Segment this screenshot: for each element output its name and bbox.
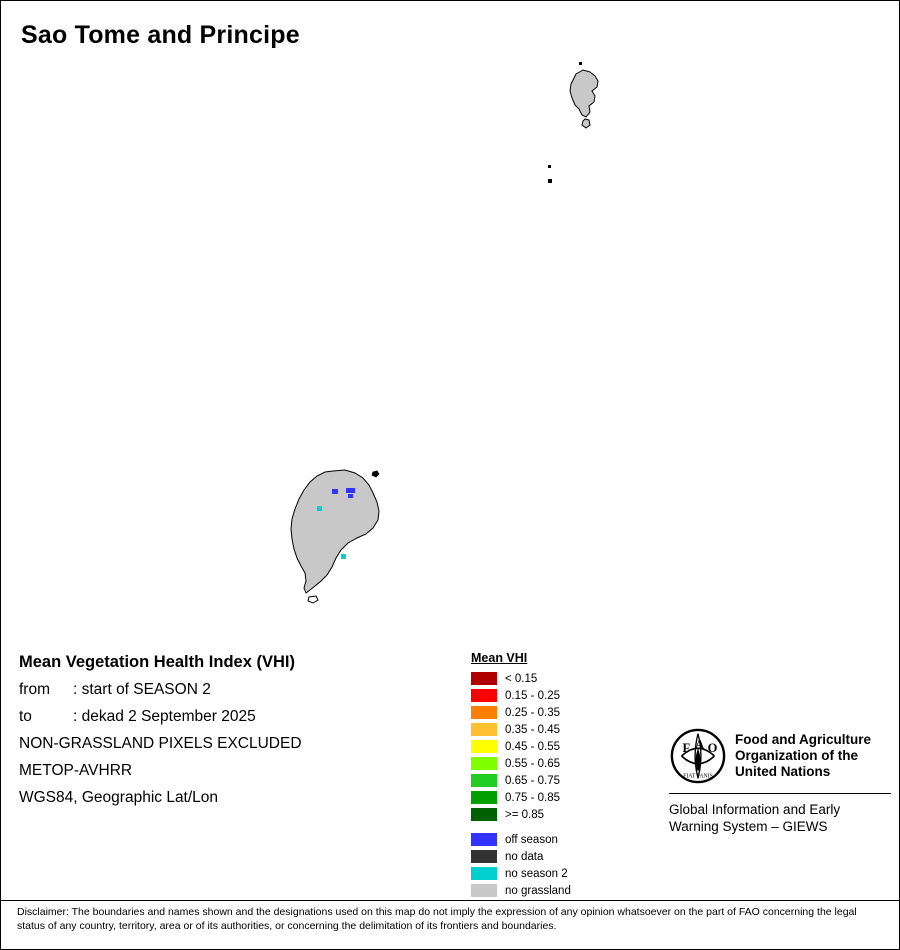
off-season-pixel	[332, 489, 338, 494]
legend-item	[471, 882, 571, 899]
svg-text:O: O	[707, 741, 718, 756]
off-season-pixel	[346, 488, 355, 493]
svg-text:A: A	[695, 737, 705, 752]
legend-label: no data	[505, 850, 544, 863]
no-season-2-pixel	[341, 554, 346, 559]
legend-swatch	[471, 833, 497, 846]
legend-item	[471, 738, 571, 755]
tinhosas-grande	[548, 165, 551, 168]
legend-item	[471, 865, 571, 882]
legend-item	[471, 848, 571, 865]
metadata-from-value: : start of SEASON 2	[73, 681, 211, 698]
legend-label: off season	[505, 833, 558, 846]
legend-swatch	[471, 672, 497, 685]
legend-swatch	[471, 884, 497, 897]
legend-swatch	[471, 740, 497, 753]
legend-item	[471, 755, 571, 772]
svg-text:FIAT PANIS: FIAT PANIS	[683, 773, 713, 780]
metadata-heading: Mean Vegetation Health Index (VHI)	[19, 653, 295, 671]
legend-swatch	[471, 808, 497, 821]
off-season-pixel	[348, 494, 353, 498]
fao-system-name	[669, 801, 891, 835]
legend-label: 0.25 - 0.35	[505, 706, 560, 719]
legend-swatch	[471, 791, 497, 804]
legend-label: 0.65 - 0.75	[505, 774, 560, 787]
legend-item	[471, 789, 571, 806]
fao-name-line1: Food and Agriculture	[735, 732, 871, 747]
fao-name-line3: United Nations	[735, 764, 831, 779]
metadata-note: NON-GRASSLAND PIXELS EXCLUDED	[19, 735, 302, 752]
fao-name-line2: Organization of the	[735, 748, 858, 763]
legend-label: 0.35 - 0.45	[505, 723, 560, 736]
metadata-to-row	[19, 708, 459, 726]
legend-swatch	[471, 757, 497, 770]
fao-branding	[669, 727, 891, 835]
legend-label: >= 0.85	[505, 808, 545, 821]
legend-label: 0.15 - 0.25	[505, 689, 560, 702]
disclaimer-text: Disclaimer: The boundaries and names shown and the designations used on this map do not imply the expression of any opinion whatsoever on the part of FAO concerning the legal status of any country, territory, area or of its authorities, or concerning the delimitation of its frontiers and boundaries.	[17, 906, 857, 932]
legend-item	[471, 721, 571, 738]
legend-swatch	[471, 867, 497, 880]
fao-logo-icon	[669, 727, 727, 785]
legend-swatch	[471, 850, 497, 863]
legend-swatch	[471, 706, 497, 719]
metadata-to-label: to	[19, 708, 32, 725]
metadata-projection: WGS84, Geographic Lat/Lon	[19, 789, 219, 806]
legend-item	[471, 670, 571, 687]
fao-system-line2: Warning System – GIEWS	[669, 819, 828, 834]
legend-swatch	[471, 723, 497, 736]
tinhosas-pequena	[548, 179, 552, 183]
legend-swatch	[471, 689, 497, 702]
legend-label: 0.55 - 0.65	[505, 757, 560, 770]
legend-item	[471, 806, 571, 823]
legend-separator	[471, 823, 571, 831]
fao-divider	[669, 793, 891, 794]
metadata-sensor: METOP-AVHRR	[19, 762, 133, 779]
legend-title: Mean VHI	[471, 651, 528, 665]
page-title: Sao Tome and Principe	[21, 21, 300, 49]
legend-label: < 0.15	[505, 672, 538, 685]
metadata-to-value: : dekad 2 September 2025	[73, 708, 256, 725]
map-metadata	[19, 653, 459, 816]
fao-organization-name	[735, 732, 871, 780]
legend-item	[471, 831, 571, 848]
metadata-from-row	[19, 681, 459, 699]
legend-item	[471, 687, 571, 704]
map-canvas	[1, 1, 900, 641]
principe-island	[570, 70, 598, 128]
svg-text:F: F	[682, 741, 691, 756]
disclaimer-divider	[1, 900, 899, 901]
legend-label: 0.75 - 0.85	[505, 791, 560, 804]
legend	[471, 651, 571, 899]
islet-north	[579, 62, 582, 65]
fao-system-line1: Global Information and Early	[669, 802, 841, 817]
metadata-from-label: from	[19, 681, 50, 698]
legend-label: no season 2	[505, 867, 568, 880]
legend-label: no grassland	[505, 884, 571, 897]
fao-logo-row	[669, 727, 891, 785]
legend-swatch	[471, 774, 497, 787]
legend-label: 0.45 - 0.55	[505, 740, 560, 753]
legend-item	[471, 704, 571, 721]
legend-item	[471, 772, 571, 789]
no-season-2-pixel	[317, 506, 322, 511]
